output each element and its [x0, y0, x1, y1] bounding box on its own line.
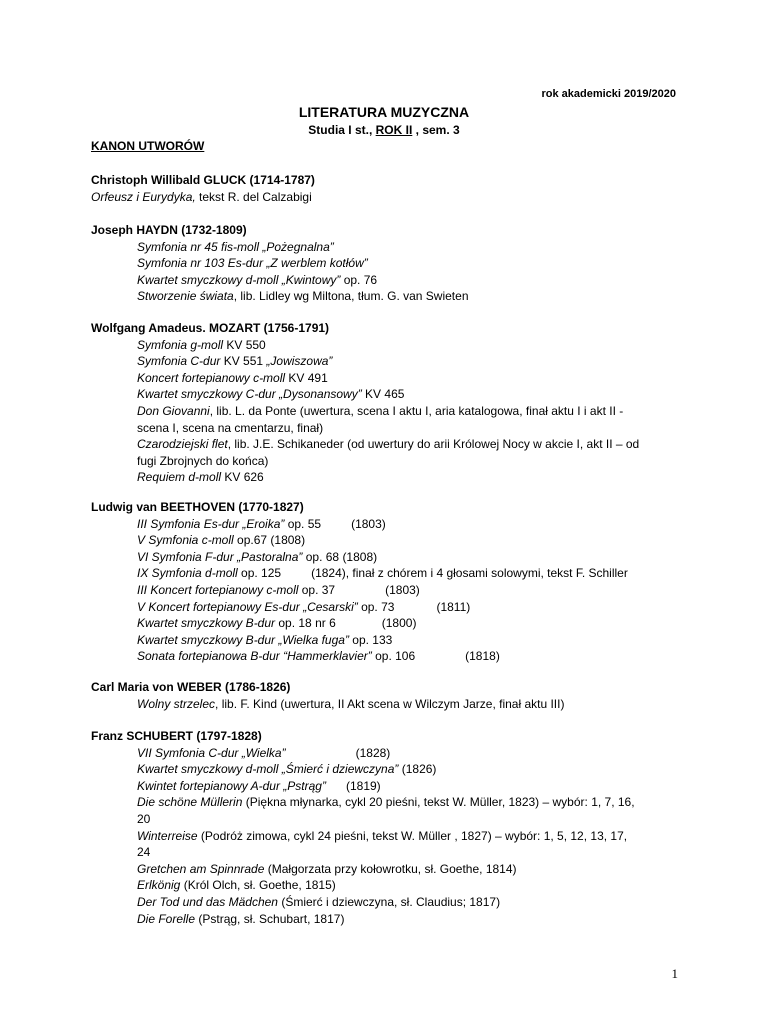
work-item: Gretchen am Spinnrade (Małgorzata przy kołowrotku, sł. Goethe, 1814) [137, 861, 517, 876]
work-item: Symfonia g-moll KV 550 [137, 337, 266, 352]
work-item: Kwartet smyczkowy d-moll „Śmierć i dziewczyna” (1826) [137, 762, 437, 777]
composer-name: Christoph Willibald GLUCK (1714-1787) [91, 173, 315, 187]
subtitle-post: , sem. 3 [412, 123, 460, 137]
work-item: Symfonia nr 45 fis-moll „Pożegnalna” [137, 239, 334, 254]
work-item: Kwintet fortepianowy A-dur „Pstrąg” (1819) [137, 778, 381, 793]
work-item: Kwartet smyczkowy B-dur „Wielka fuga” op. 133 [137, 632, 393, 647]
composer-block-gluck [91, 172, 691, 205]
page-title: LITERATURA MUZYCZNA [298, 104, 470, 120]
work-item: IX Symfonia d-moll op. 125 (1824), finał z chórem i 4 głosami solowymi, tekst F. Schiller [137, 566, 628, 581]
work-item: Die schöne Müllerin (Piękna młynarka, cykl 20 pieśni, tekst W. Müller, 1823) – wybór: 1, 7, 16, 20 [137, 795, 635, 826]
work-item: Der Tod und das Mädchen (Śmierć i dziewczyna, sł. Claudius; 1817) [137, 894, 501, 909]
work-item: VII Symfonia C-dur „Wielka” (1828) [137, 745, 391, 760]
page-number: 1 [671, 966, 678, 981]
work-item: Kwartet smyczkowy B-dur op. 18 nr 6 (1800) [137, 616, 417, 631]
composer-name: Joseph HAYDN (1732-1809) [91, 223, 247, 237]
composer-block-weber [91, 679, 691, 712]
work-item: Don Giovanni, lib. L. da Ponte (uwertura, scena I aktu I, aria katalogowa, finał aktu I i akt II - scena I, scena na cmentarzu, finał) [137, 403, 624, 435]
composer-name: Ludwig van BEETHOVEN (1770-1827) [91, 500, 304, 514]
page-subtitle [0, 122, 768, 139]
work-item: Symfonia nr 103 Es-dur „Z werblem kotłów” [137, 256, 368, 271]
composer-block-beethoven [91, 499, 691, 665]
work-item: V Symfonia c-moll op.67 (1808) [137, 533, 306, 548]
work-item: Czarodziejski flet, lib. J.E. Schikaneder (od uwertury do arii Królowej Nocy w akcie I, akt II – od fugi Zbrojnych do końca) [137, 437, 640, 468]
work-item: Kwartet smyczkowy C-dur „Dysonansowy” KV 465 [137, 387, 405, 402]
work-item: Die Forelle (Pstrąg, sł. Schubart, 1817) [137, 911, 345, 926]
work-item: Wolny strzelec, lib. F. Kind (uwertura, II Akt scena w Wilczym Jarze, finał aktu III) [137, 696, 565, 711]
work-item: Orfeusz i Eurydyka, tekst R. del Calzabigi [91, 189, 312, 204]
composer-name: Wolfgang Amadeus. MOZART (1756-1791) [91, 321, 330, 335]
work-item: V Koncert fortepianowy Es-dur „Cesarski” op. 73 (1811) [137, 599, 471, 614]
composer-block-haydn [91, 222, 691, 305]
work-item: Stworzenie świata, lib. Lidley wg Miltona, tłum. G. van Swieten [137, 289, 469, 304]
work-item: Kwartet smyczkowy d-moll „Kwintowy” op. 76 [137, 272, 378, 287]
composer-name: Franz SCHUBERT (1797-1828) [91, 729, 262, 743]
work-item: Winterreise (Podróż zimowa, cykl 24 pieśni, tekst W. Müller , 1827) – wybór: 1, 5, 12, 13, 17, 24 [137, 828, 628, 860]
work-item: Sonata fortepianowa B-dur “Hammerklavier” op. 106 (1818) [137, 649, 500, 664]
work-item: Erlkönig (Król Olch, sł. Goethe, 1815) [137, 878, 336, 893]
composer-block-schubert [91, 728, 691, 927]
work-item: III Symfonia Es-dur „Eroika” op. 55 (1803) [137, 516, 386, 531]
composer-name: Carl Maria von WEBER (1786-1826) [91, 680, 291, 694]
work-item: Requiem d-moll KV 626 [137, 470, 264, 485]
composer-block-mozart [91, 320, 691, 486]
work-item: Symfonia C-dur KV 551 „Jowiszowa” [137, 354, 333, 369]
work-item: III Koncert fortepianowy c-moll op. 37 (1803) [137, 582, 420, 597]
subtitle-pre: Studia I st., [308, 123, 376, 137]
work-item: VI Symfonia F-dur „Pastoralna” op. 68 (1808) [137, 549, 378, 564]
academic-year: rok akademicki 2019/2020 [541, 88, 676, 100]
subtitle-year: ROK II [375, 123, 413, 137]
section-heading: KANON UTWORÓW [91, 139, 205, 153]
work-item: Koncert fortepianowy c-moll KV 491 [137, 370, 328, 385]
